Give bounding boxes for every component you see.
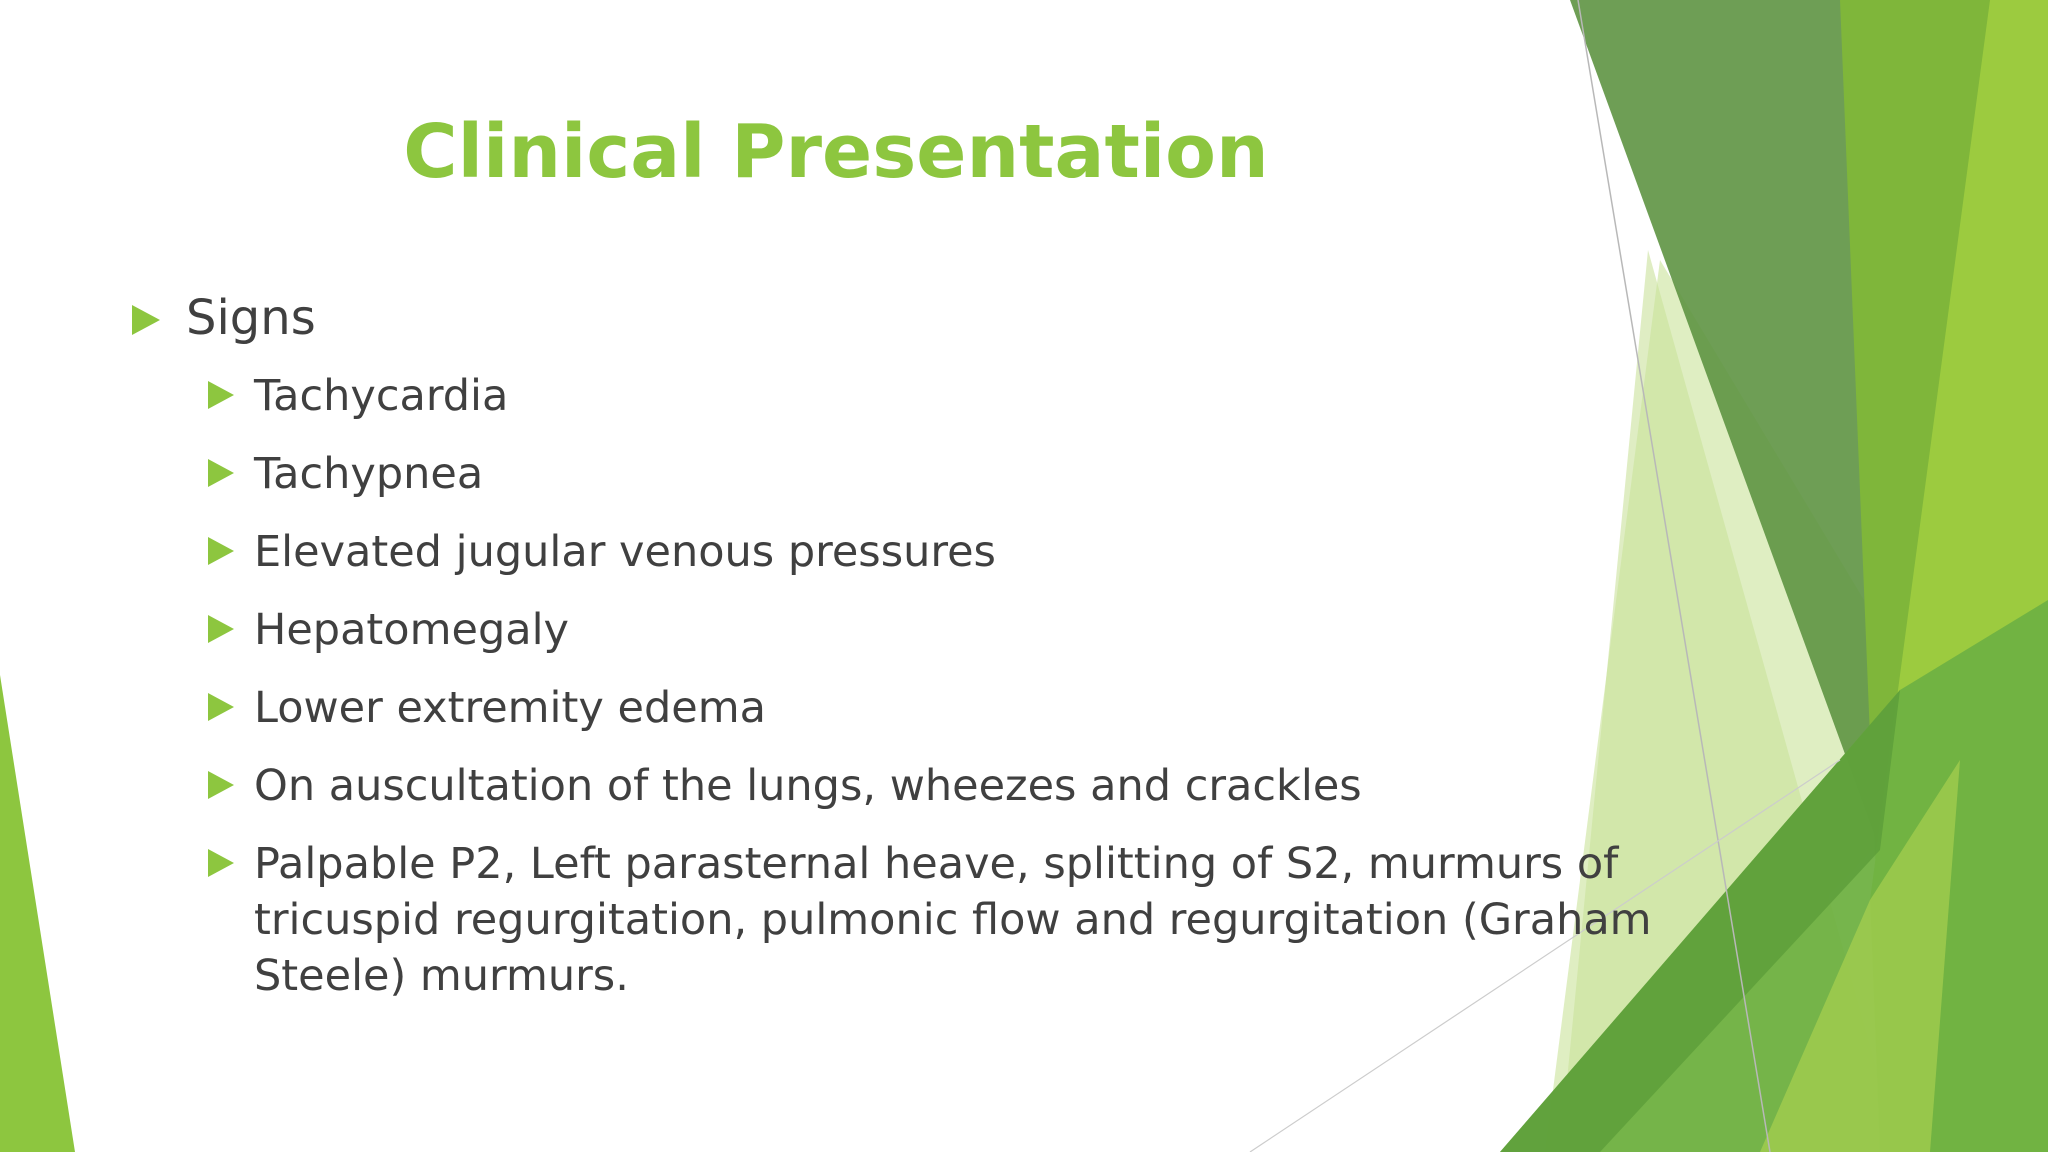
sub-bullet-edema [130, 680, 1570, 736]
sub-bullet-label: Tachypnea [254, 448, 484, 499]
sub-bullet-jvp [130, 524, 1570, 580]
sub-bullet-label: Palpable P2, Left parasternal heave, splitting of S2, murmurs of tricuspid regurgitation, pulmonic flow and regurgitation (Graham Steele) murmurs. [254, 838, 1652, 1001]
bullet-label: Signs [186, 290, 316, 346]
bullet-arrow-icon [208, 381, 234, 409]
bullet-signs [130, 290, 1570, 348]
sub-bullet-auscultation [130, 758, 1570, 814]
bullet-arrow-icon [208, 459, 234, 487]
sub-bullet-label: Lower extremity edema [254, 682, 766, 733]
bullet-list [130, 290, 1652, 1026]
sub-bullet-palpable-p2 [130, 836, 1684, 1004]
bullet-arrow-icon [208, 615, 234, 643]
slide-title: Clinical Presentation [403, 109, 1269, 195]
sub-bullet-hepatomegaly [130, 602, 1570, 658]
sub-bullet-label: Tachycardia [254, 370, 509, 421]
bullet-arrow-icon [208, 849, 234, 877]
sub-bullet-tachycardia [130, 368, 1570, 424]
sub-bullet-tachypnea [130, 446, 1570, 502]
sub-bullet-label: Hepatomegaly [254, 604, 569, 655]
sub-bullet-label: On auscultation of the lungs, wheezes and crackles [254, 760, 1362, 811]
left-green-shape [0, 675, 75, 1152]
sub-bullet-label: Elevated jugular venous pressures [254, 526, 996, 577]
bullet-arrow-icon [208, 537, 234, 565]
bullet-arrow-icon [132, 305, 160, 335]
bullet-arrow-icon [208, 693, 234, 721]
bullet-arrow-icon [208, 771, 234, 799]
